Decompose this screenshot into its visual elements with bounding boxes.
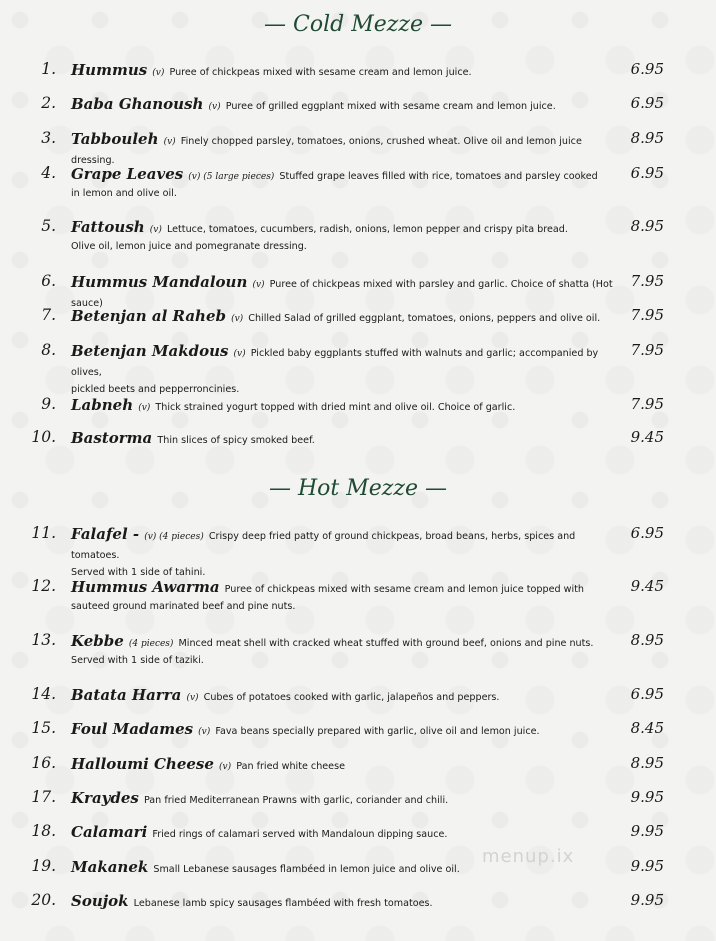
item-tag: (v) xyxy=(219,762,232,772)
item-number: 16. xyxy=(31,754,56,772)
item-number: 13. xyxy=(31,631,56,649)
item-number: 9. xyxy=(41,395,56,413)
item-number: 19. xyxy=(31,857,56,875)
item-name: Falafel - xyxy=(71,525,140,543)
item-description: Small Lebanese sausages flambéed in lemon juice and olive oil. xyxy=(153,864,460,875)
item-description-cont: Served with 1 side of taziki. xyxy=(71,655,204,666)
item-price: 6.95 xyxy=(630,164,664,182)
item-price: 8.45 xyxy=(630,719,664,737)
item-tag: (v) xyxy=(163,137,176,147)
item-name: Baba Ghanoush xyxy=(71,95,204,113)
item-price: 6.95 xyxy=(630,685,664,703)
item-name: Betenjan al Raheb xyxy=(71,307,226,325)
item-price: 9.45 xyxy=(630,428,664,446)
item-number: 4. xyxy=(41,164,56,182)
item-description: Puree of grilled eggplant mixed with sesame cream and lemon juice. xyxy=(225,101,556,112)
item-body xyxy=(71,685,619,709)
item-description: Puree of chickpeas mixed with sesame cream and lemon juice. xyxy=(169,67,472,78)
item-description: Puree of chickpeas mixed with sesame cream and lemon juice topped with xyxy=(224,584,584,595)
item-description-cont: in lemon and olive oil. xyxy=(71,188,177,199)
item-name: Kraydes xyxy=(71,789,139,807)
item-name: Labneh xyxy=(71,396,134,414)
item-body xyxy=(71,822,619,846)
item-tag: (v) xyxy=(231,314,244,324)
item-description: Pan fried Mediterranean Prawns with garlic, coriander and chili. xyxy=(143,795,449,806)
item-body xyxy=(71,577,619,612)
item-number: 11. xyxy=(31,524,56,542)
item-description: Cubes of potatoes cooked with garlic, jalapeños and peppers. xyxy=(203,692,500,703)
item-number: 1. xyxy=(41,60,56,78)
item-name: Tabbouleh xyxy=(71,130,159,148)
item-price: 9.95 xyxy=(630,788,664,806)
item-body xyxy=(71,217,619,252)
item-number: 5. xyxy=(41,217,56,235)
item-price: 8.95 xyxy=(630,631,664,649)
item-price: 8.95 xyxy=(630,754,664,772)
item-description: Fava beans specially prepared with garlic, olive oil and lemon juice. xyxy=(215,726,540,737)
item-description-cont: Olive oil, lemon juice and pomegranate dressing. xyxy=(71,241,307,252)
item-body xyxy=(71,891,619,915)
item-price: 9.95 xyxy=(630,822,664,840)
item-price: 6.95 xyxy=(630,94,664,112)
item-tag: (v) xyxy=(198,727,211,737)
item-body xyxy=(71,719,619,743)
watermark: menup.ix xyxy=(482,846,575,867)
item-name: Hummus Awarma xyxy=(71,578,220,596)
item-number: 8. xyxy=(41,341,56,359)
item-description: Stuffed grape leaves filled with rice, tomatoes and parsley cooked xyxy=(279,171,598,182)
item-tag: (v) xyxy=(233,349,246,359)
item-price: 7.95 xyxy=(630,272,664,290)
item-name: Betenjan Makdous xyxy=(71,342,229,360)
item-body xyxy=(71,395,619,419)
item-number: 15. xyxy=(31,719,56,737)
item-tag: (v) xyxy=(152,68,165,78)
item-body xyxy=(71,788,619,812)
item-body xyxy=(71,754,619,778)
item-price: 7.95 xyxy=(630,395,664,413)
item-number: 18. xyxy=(31,822,56,840)
item-description-cont: pickled beets and pepperroncinies. xyxy=(71,384,240,395)
item-body xyxy=(71,306,619,330)
item-name: Kebbe xyxy=(71,632,124,650)
heading-cold-mezze: — Cold Mezze — xyxy=(264,12,452,37)
item-description: Thin slices of spicy smoked beef. xyxy=(157,435,315,446)
item-number: 6. xyxy=(41,272,56,290)
item-description: Crispy deep fried patty of ground chickpeas, broad beans, herbs, spices and tomatoes. xyxy=(71,531,576,561)
item-description: Chilled Salad of grilled eggplant, tomatoes, onions, peppers and olive oil. xyxy=(248,313,601,324)
item-tag: (v) xyxy=(186,693,199,703)
item-name: Grape Leaves xyxy=(71,165,184,183)
item-description: Lettuce, tomatoes, cucumbers, radish, onions, lemon pepper and crispy pita bread. xyxy=(166,224,568,235)
item-name: Hummus xyxy=(71,61,148,79)
item-body xyxy=(71,60,619,84)
item-name: Makanek xyxy=(71,858,149,876)
item-description-cont: Served with 1 side of tahini. xyxy=(71,567,206,578)
item-name: Fattoush xyxy=(71,218,145,236)
item-tag: (v) xyxy=(149,225,162,235)
item-description: Pickled baby eggplants stuffed with walnuts and garlic; accompanied by olives, xyxy=(71,348,599,378)
item-body xyxy=(71,631,619,666)
item-price: 7.95 xyxy=(630,341,664,359)
item-tag: (v) xyxy=(138,403,151,413)
item-name: Soujok xyxy=(71,892,129,910)
item-body xyxy=(71,524,619,578)
item-number: 10. xyxy=(31,428,56,446)
heading-hot-mezze: — Hot Mezze — xyxy=(269,476,447,501)
item-description: Finely chopped parsley, tomatoes, onions, crushed wheat. Olive oil and lemon juice dressing. xyxy=(71,136,582,166)
item-number: 3. xyxy=(41,129,56,147)
item-tag: (v) (4 pieces) xyxy=(144,532,204,542)
item-price: 8.95 xyxy=(630,129,664,147)
item-number: 7. xyxy=(41,306,56,324)
item-body xyxy=(71,164,619,199)
item-description-cont: sauteed ground marinated beef and pine nuts. xyxy=(71,601,296,612)
item-tag: (v) xyxy=(252,280,265,290)
item-description: Fried rings of calamari served with Mandaloun dipping sauce. xyxy=(152,829,448,840)
item-number: 2. xyxy=(41,94,56,112)
item-name: Foul Madames xyxy=(71,720,194,738)
item-body xyxy=(71,341,619,395)
item-body xyxy=(71,94,619,118)
item-name: Hummus Mandaloun xyxy=(71,273,248,291)
item-price: 7.95 xyxy=(630,306,664,324)
item-name: Bastorma xyxy=(71,429,153,447)
item-number: 20. xyxy=(31,891,56,909)
item-name: Calamari xyxy=(71,823,148,841)
item-description: Thick strained yogurt topped with dried mint and olive oil. Choice of garlic. xyxy=(155,402,516,413)
item-description: Lebanese lamb spicy sausages flambéed with fresh tomatoes. xyxy=(133,898,433,909)
item-description: Minced meat shell with cracked wheat stuffed with ground beef, onions and pine nuts. xyxy=(178,638,594,649)
item-name: Halloumi Cheese xyxy=(71,755,214,773)
item-price: 8.95 xyxy=(630,217,664,235)
item-description: Puree of chickpeas mixed with parsley and garlic. Choice of shatta (Hot sauce) xyxy=(71,279,613,309)
item-price: 9.95 xyxy=(630,891,664,909)
item-number: 12. xyxy=(31,577,56,595)
item-price: 6.95 xyxy=(630,60,664,78)
item-description: Pan fried white cheese xyxy=(236,761,345,772)
item-number: 17. xyxy=(31,788,56,806)
item-price: 9.45 xyxy=(630,577,664,595)
item-tag: (v) xyxy=(208,102,221,112)
item-name: Batata Harra xyxy=(71,686,182,704)
item-number: 14. xyxy=(31,685,56,703)
item-price: 6.95 xyxy=(630,524,664,542)
item-body xyxy=(71,428,619,452)
item-price: 9.95 xyxy=(630,857,664,875)
item-tag: (v) (5 large pieces) xyxy=(188,172,275,182)
item-tag: (4 pieces) xyxy=(128,639,174,649)
